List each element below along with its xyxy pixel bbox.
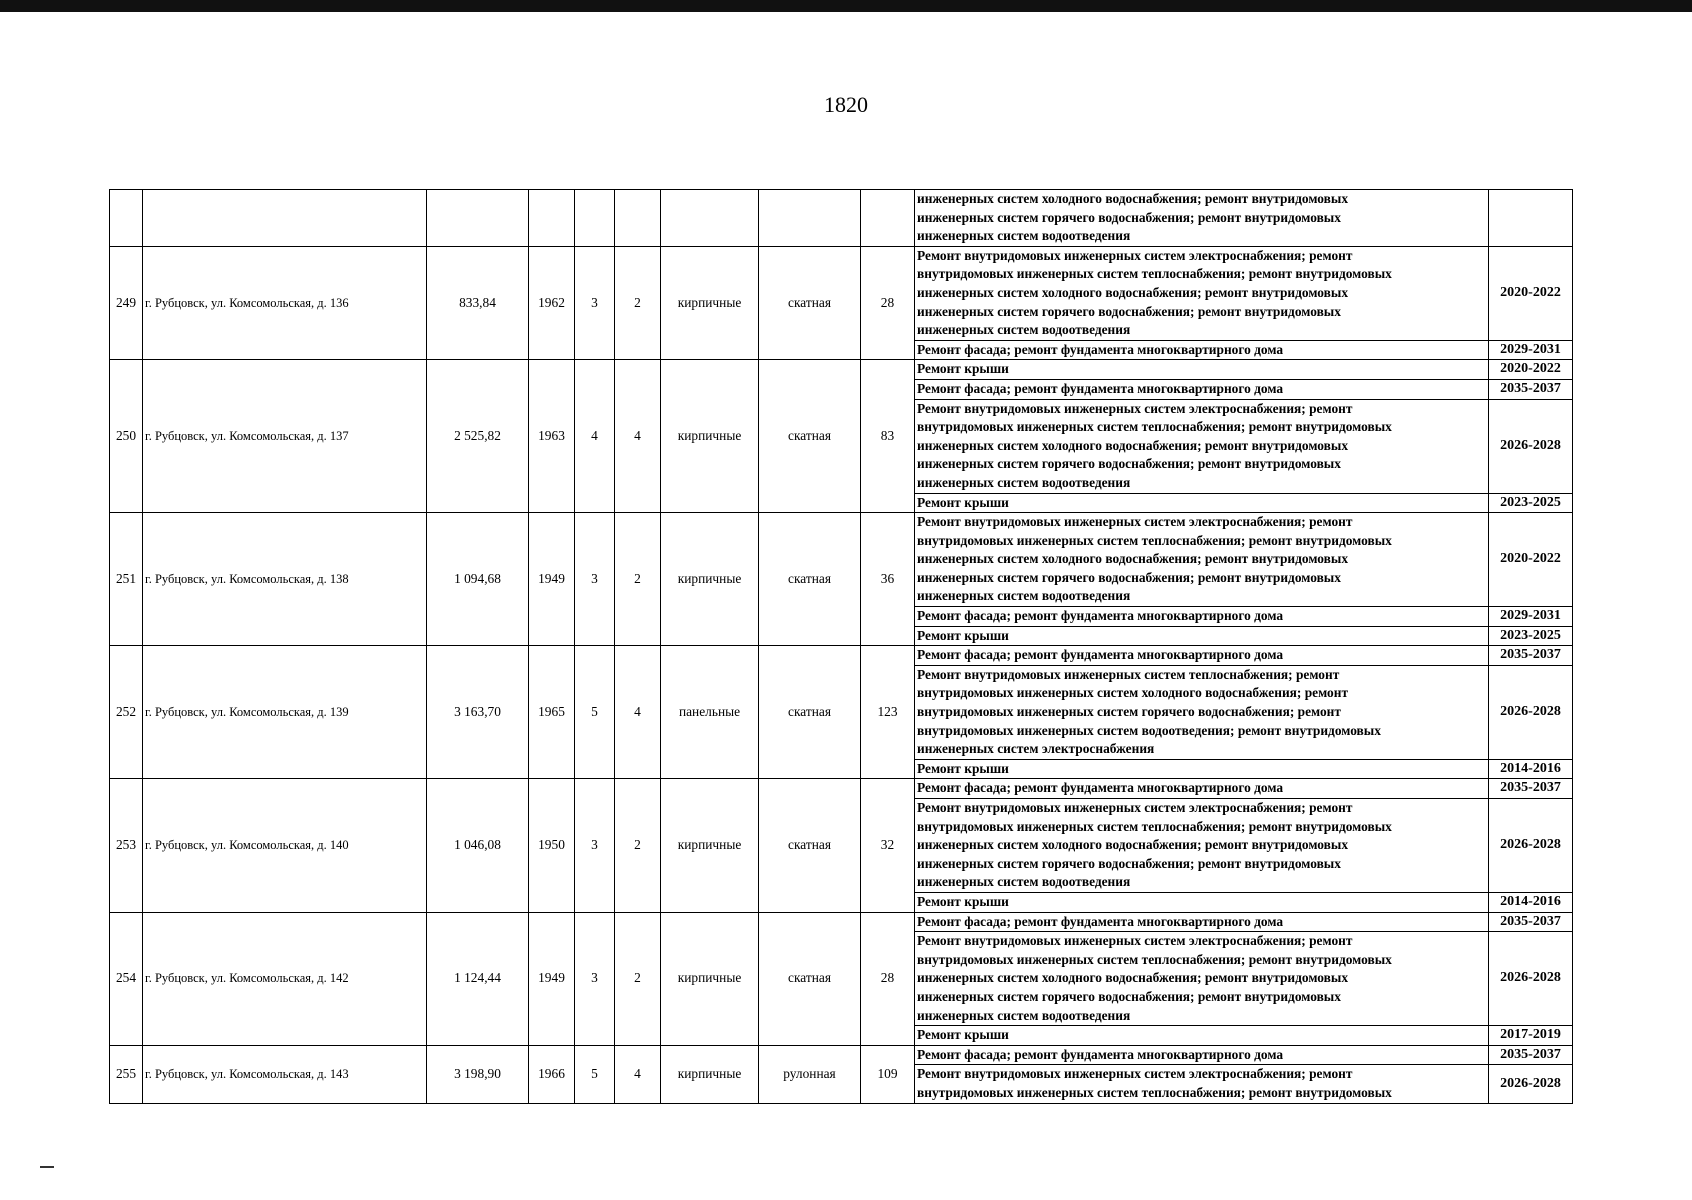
area-cell: 3 198,90 [427, 1045, 529, 1103]
empty-cell [110, 190, 143, 247]
work-period-cell: 2029-2031 [1489, 607, 1573, 627]
work-description-cell [915, 932, 1489, 1026]
work-period-cell: 2035-2037 [1489, 912, 1573, 932]
row-number-cell: 250 [110, 360, 143, 513]
entrances-cell: 2 [615, 779, 661, 912]
floors-cell: 4 [575, 360, 615, 513]
empty-cell [529, 190, 575, 247]
entrances-cell: 2 [615, 246, 661, 360]
work-description-cell [915, 665, 1489, 759]
roof-type-cell: скатная [759, 779, 861, 912]
row-number-cell: 249 [110, 246, 143, 360]
table-row [110, 912, 1573, 932]
residents-cell: 28 [861, 912, 915, 1045]
work-description-cell [915, 626, 1489, 646]
row-number-cell: 253 [110, 779, 143, 912]
residents-cell: 36 [861, 513, 915, 646]
empty-cell [427, 190, 529, 247]
work-period-cell: 2035-2037 [1489, 646, 1573, 666]
work-description-cell [915, 246, 1489, 340]
work-period-cell: 2014-2016 [1489, 892, 1573, 912]
residents-cell: 28 [861, 246, 915, 360]
work-description-text: Ремонт фасада; ремонт фундамента многоквартирного дома [917, 1046, 1284, 1062]
work-description-text: Ремонт фасада; ремонт фундамента многоквартирного дома [917, 608, 1284, 624]
residents-cell: 109 [861, 1045, 915, 1103]
address-cell: г. Рубцовск, ул. Комсомольская, д. 143 [143, 1045, 427, 1103]
work-description-cell [915, 759, 1489, 779]
work-description-text: Ремонт фасада; ремонт фундамента многоквартирного дома [917, 380, 1284, 396]
wall-material-cell: кирпичные [661, 779, 759, 912]
work-description-cell [915, 493, 1489, 513]
table-row [110, 360, 1573, 380]
year-cell: 1950 [529, 779, 575, 912]
work-description-cell [915, 892, 1489, 912]
empty-cell [661, 190, 759, 247]
work-description-text: Ремонт внутридомовых инженерных систем электроснабжения; ремонт внутридомовых инженерных систем теплоснабжения; ремонт внутридомовых инженерных систем холодного водоснабжения; ремонт внутридомовых инженерных систем горячего водоснабжения; ремонт внутридомовых инженерных систем водоотведения [917, 400, 1392, 490]
work-description-text: Ремонт крыши [917, 893, 1009, 909]
year-cell: 1963 [529, 360, 575, 513]
empty-cell [575, 190, 615, 247]
work-description-text: Ремонт крыши [917, 361, 1009, 377]
work-period-cell: 2023-2025 [1489, 626, 1573, 646]
address-cell: г. Рубцовск, ул. Комсомольская, д. 140 [143, 779, 427, 912]
work-description-cell [915, 1065, 1489, 1103]
work-description-text: Ремонт внутридомовых инженерных систем электроснабжения; ремонт внутридомовых инженерных систем теплоснабжения; ремонт внутридомовых [917, 1066, 1392, 1100]
area-cell: 833,84 [427, 246, 529, 360]
work-period-cell: 2035-2037 [1489, 379, 1573, 399]
work-period-cell: 2023-2025 [1489, 493, 1573, 513]
work-period-cell: 2026-2028 [1489, 1065, 1573, 1103]
roof-type-cell: скатная [759, 646, 861, 779]
work-description-cell [915, 513, 1489, 607]
entrances-cell: 4 [615, 1045, 661, 1103]
address-cell: г. Рубцовск, ул. Комсомольская, д. 136 [143, 246, 427, 360]
entrances-cell: 4 [615, 646, 661, 779]
roof-type-cell: скатная [759, 513, 861, 646]
work-period-cell: 2014-2016 [1489, 759, 1573, 779]
empty-cell [861, 190, 915, 247]
work-period-cell: 2035-2037 [1489, 1045, 1573, 1065]
work-period-cell: 2035-2037 [1489, 779, 1573, 799]
work-description-text: Ремонт внутридомовых инженерных систем электроснабжения; ремонт внутридомовых инженерных систем теплоснабжения; ремонт внутридомовых инженерных систем холодного водоснабжения; ремонт внутридомовых инженерных систем горячего водоснабжения; ремонт внутридомовых инженерных систем водоотведения [917, 800, 1392, 890]
year-cell: 1949 [529, 513, 575, 646]
entrances-cell: 4 [615, 360, 661, 513]
wall-material-cell: кирпичные [661, 513, 759, 646]
table-row [110, 513, 1573, 607]
area-cell: 1 046,08 [427, 779, 529, 912]
work-description-text: Ремонт внутридомовых инженерных систем теплоснабжения; ремонт внутридомовых инженерных систем холодного водоснабжения; ремонт внутридомовых инженерных систем горячего водоснабжения; ремонт внутридомовых инженерных систем водоотведения; ремонт внутридомовых инженерных систем электроснабжения [917, 666, 1381, 757]
work-description-cell [915, 779, 1489, 799]
work-description-text: Ремонт фасада; ремонт фундамента многоквартирного дома [917, 913, 1284, 929]
entrances-cell: 2 [615, 912, 661, 1045]
work-description-text: Ремонт фасада; ремонт фундамента многоквартирного дома [917, 341, 1284, 357]
table-row [110, 646, 1573, 666]
work-period-cell: 2026-2028 [1489, 399, 1573, 493]
floors-cell: 3 [575, 912, 615, 1045]
work-description-text: Ремонт внутридомовых инженерных систем электроснабжения; ремонт внутридомовых инженерных систем теплоснабжения; ремонт внутридомовых инженерных систем холодного водоснабжения; ремонт внутридомовых инженерных систем горячего водоснабжения; ремонт внутридомовых инженерных систем водоотведения [917, 247, 1392, 338]
year-cell: 1962 [529, 246, 575, 360]
address-cell: г. Рубцовск, ул. Комсомольская, д. 139 [143, 646, 427, 779]
work-period-cell: 2026-2028 [1489, 799, 1573, 893]
address-cell: г. Рубцовск, ул. Комсомольская, д. 137 [143, 360, 427, 513]
residents-cell: 123 [861, 646, 915, 779]
address-cell: г. Рубцовск, ул. Комсомольская, д. 142 [143, 912, 427, 1045]
work-description-cell [915, 912, 1489, 932]
work-description-cell [915, 799, 1489, 893]
floors-cell: 3 [575, 246, 615, 360]
work-description-cell [915, 340, 1489, 360]
row-number-cell: 255 [110, 1045, 143, 1103]
work-description-cell [915, 1045, 1489, 1065]
roof-type-cell: рулонная [759, 1045, 861, 1103]
work-period-cell: 2017-2019 [1489, 1026, 1573, 1046]
year-cell: 1966 [529, 1045, 575, 1103]
work-description-text: Ремонт крыши [917, 1027, 1009, 1043]
empty-cell [143, 190, 427, 247]
work-period-cell: 2029-2031 [1489, 340, 1573, 360]
wall-material-cell: кирпичные [661, 360, 759, 513]
roof-type-cell: скатная [759, 912, 861, 1045]
wall-material-cell: панельные [661, 646, 759, 779]
row-number-cell: 252 [110, 646, 143, 779]
table-row [110, 246, 1573, 340]
work-period-cell: 2026-2028 [1489, 932, 1573, 1026]
table-row [110, 779, 1573, 799]
year-cell: 1965 [529, 646, 575, 779]
work-description-text: Ремонт крыши [917, 760, 1009, 776]
residents-cell: 32 [861, 779, 915, 912]
entrances-cell: 2 [615, 513, 661, 646]
work-description-cell: инженерных систем холодного водоснабжения; ремонт внутридомовых инженерных систем горячего водоснабжения; ремонт внутридомовых инженерных систем водоотведения [915, 190, 1489, 247]
floors-cell: 3 [575, 779, 615, 912]
page-number: 1820 [824, 92, 868, 117]
work-description-text: Ремонт внутридомовых инженерных систем электроснабжения; ремонт внутридомовых инженерных систем теплоснабжения; ремонт внутридомовых инженерных систем холодного водоснабжения; ремонт внутридомовых инженерных систем горячего водоснабжения; ремонт внутридомовых инженерных систем водоотведения [917, 514, 1392, 604]
residents-cell: 83 [861, 360, 915, 513]
wall-material-cell: кирпичные [661, 912, 759, 1045]
year-cell: 1949 [529, 912, 575, 1045]
work-description-cell [915, 360, 1489, 380]
area-cell: 3 163,70 [427, 646, 529, 779]
floors-cell: 5 [575, 646, 615, 779]
capital-repair-table [109, 189, 1573, 1104]
empty-cell [759, 190, 861, 247]
work-description-cell [915, 399, 1489, 493]
floors-cell: 3 [575, 513, 615, 646]
area-cell: 1 124,44 [427, 912, 529, 1045]
work-description-cell [915, 607, 1489, 627]
work-period-cell: 2026-2028 [1489, 665, 1573, 759]
work-description-cell [915, 1026, 1489, 1046]
scan-mark [40, 1166, 54, 1168]
floors-cell: 5 [575, 1045, 615, 1103]
area-cell: 1 094,68 [427, 513, 529, 646]
work-description-cell [915, 379, 1489, 399]
table-row [110, 1045, 1573, 1065]
work-description-text: Ремонт фасада; ремонт фундамента многоквартирного дома [917, 780, 1284, 796]
work-description-text: Ремонт крыши [917, 627, 1009, 643]
area-cell: 2 525,82 [427, 360, 529, 513]
row-number-cell: 254 [110, 912, 143, 1045]
roof-type-cell: скатная [759, 246, 861, 360]
table-body [110, 190, 1573, 1104]
work-description-text: Ремонт фасада; ремонт фундамента многоквартирного дома [917, 647, 1284, 663]
work-period-cell: 2020-2022 [1489, 513, 1573, 607]
work-description-cell [915, 646, 1489, 666]
empty-cell [615, 190, 661, 247]
work-description-text: Ремонт внутридомовых инженерных систем электроснабжения; ремонт внутридомовых инженерных систем теплоснабжения; ремонт внутридомовых инженерных систем холодного водоснабжения; ремонт внутридомовых инженерных систем горячего водоснабжения; ремонт внутридомовых инженерных систем водоотведения [917, 933, 1392, 1023]
work-description-text: Ремонт крыши [917, 494, 1009, 510]
roof-type-cell: скатная [759, 360, 861, 513]
empty-cell [1489, 190, 1573, 247]
work-period-cell: 2020-2022 [1489, 360, 1573, 380]
wall-material-cell: кирпичные [661, 246, 759, 360]
address-cell: г. Рубцовск, ул. Комсомольская, д. 138 [143, 513, 427, 646]
work-period-cell: 2020-2022 [1489, 246, 1573, 340]
wall-material-cell: кирпичные [661, 1045, 759, 1103]
continuation-row [110, 190, 1573, 247]
scan-top-border [0, 0, 1692, 12]
row-number-cell: 251 [110, 513, 143, 646]
